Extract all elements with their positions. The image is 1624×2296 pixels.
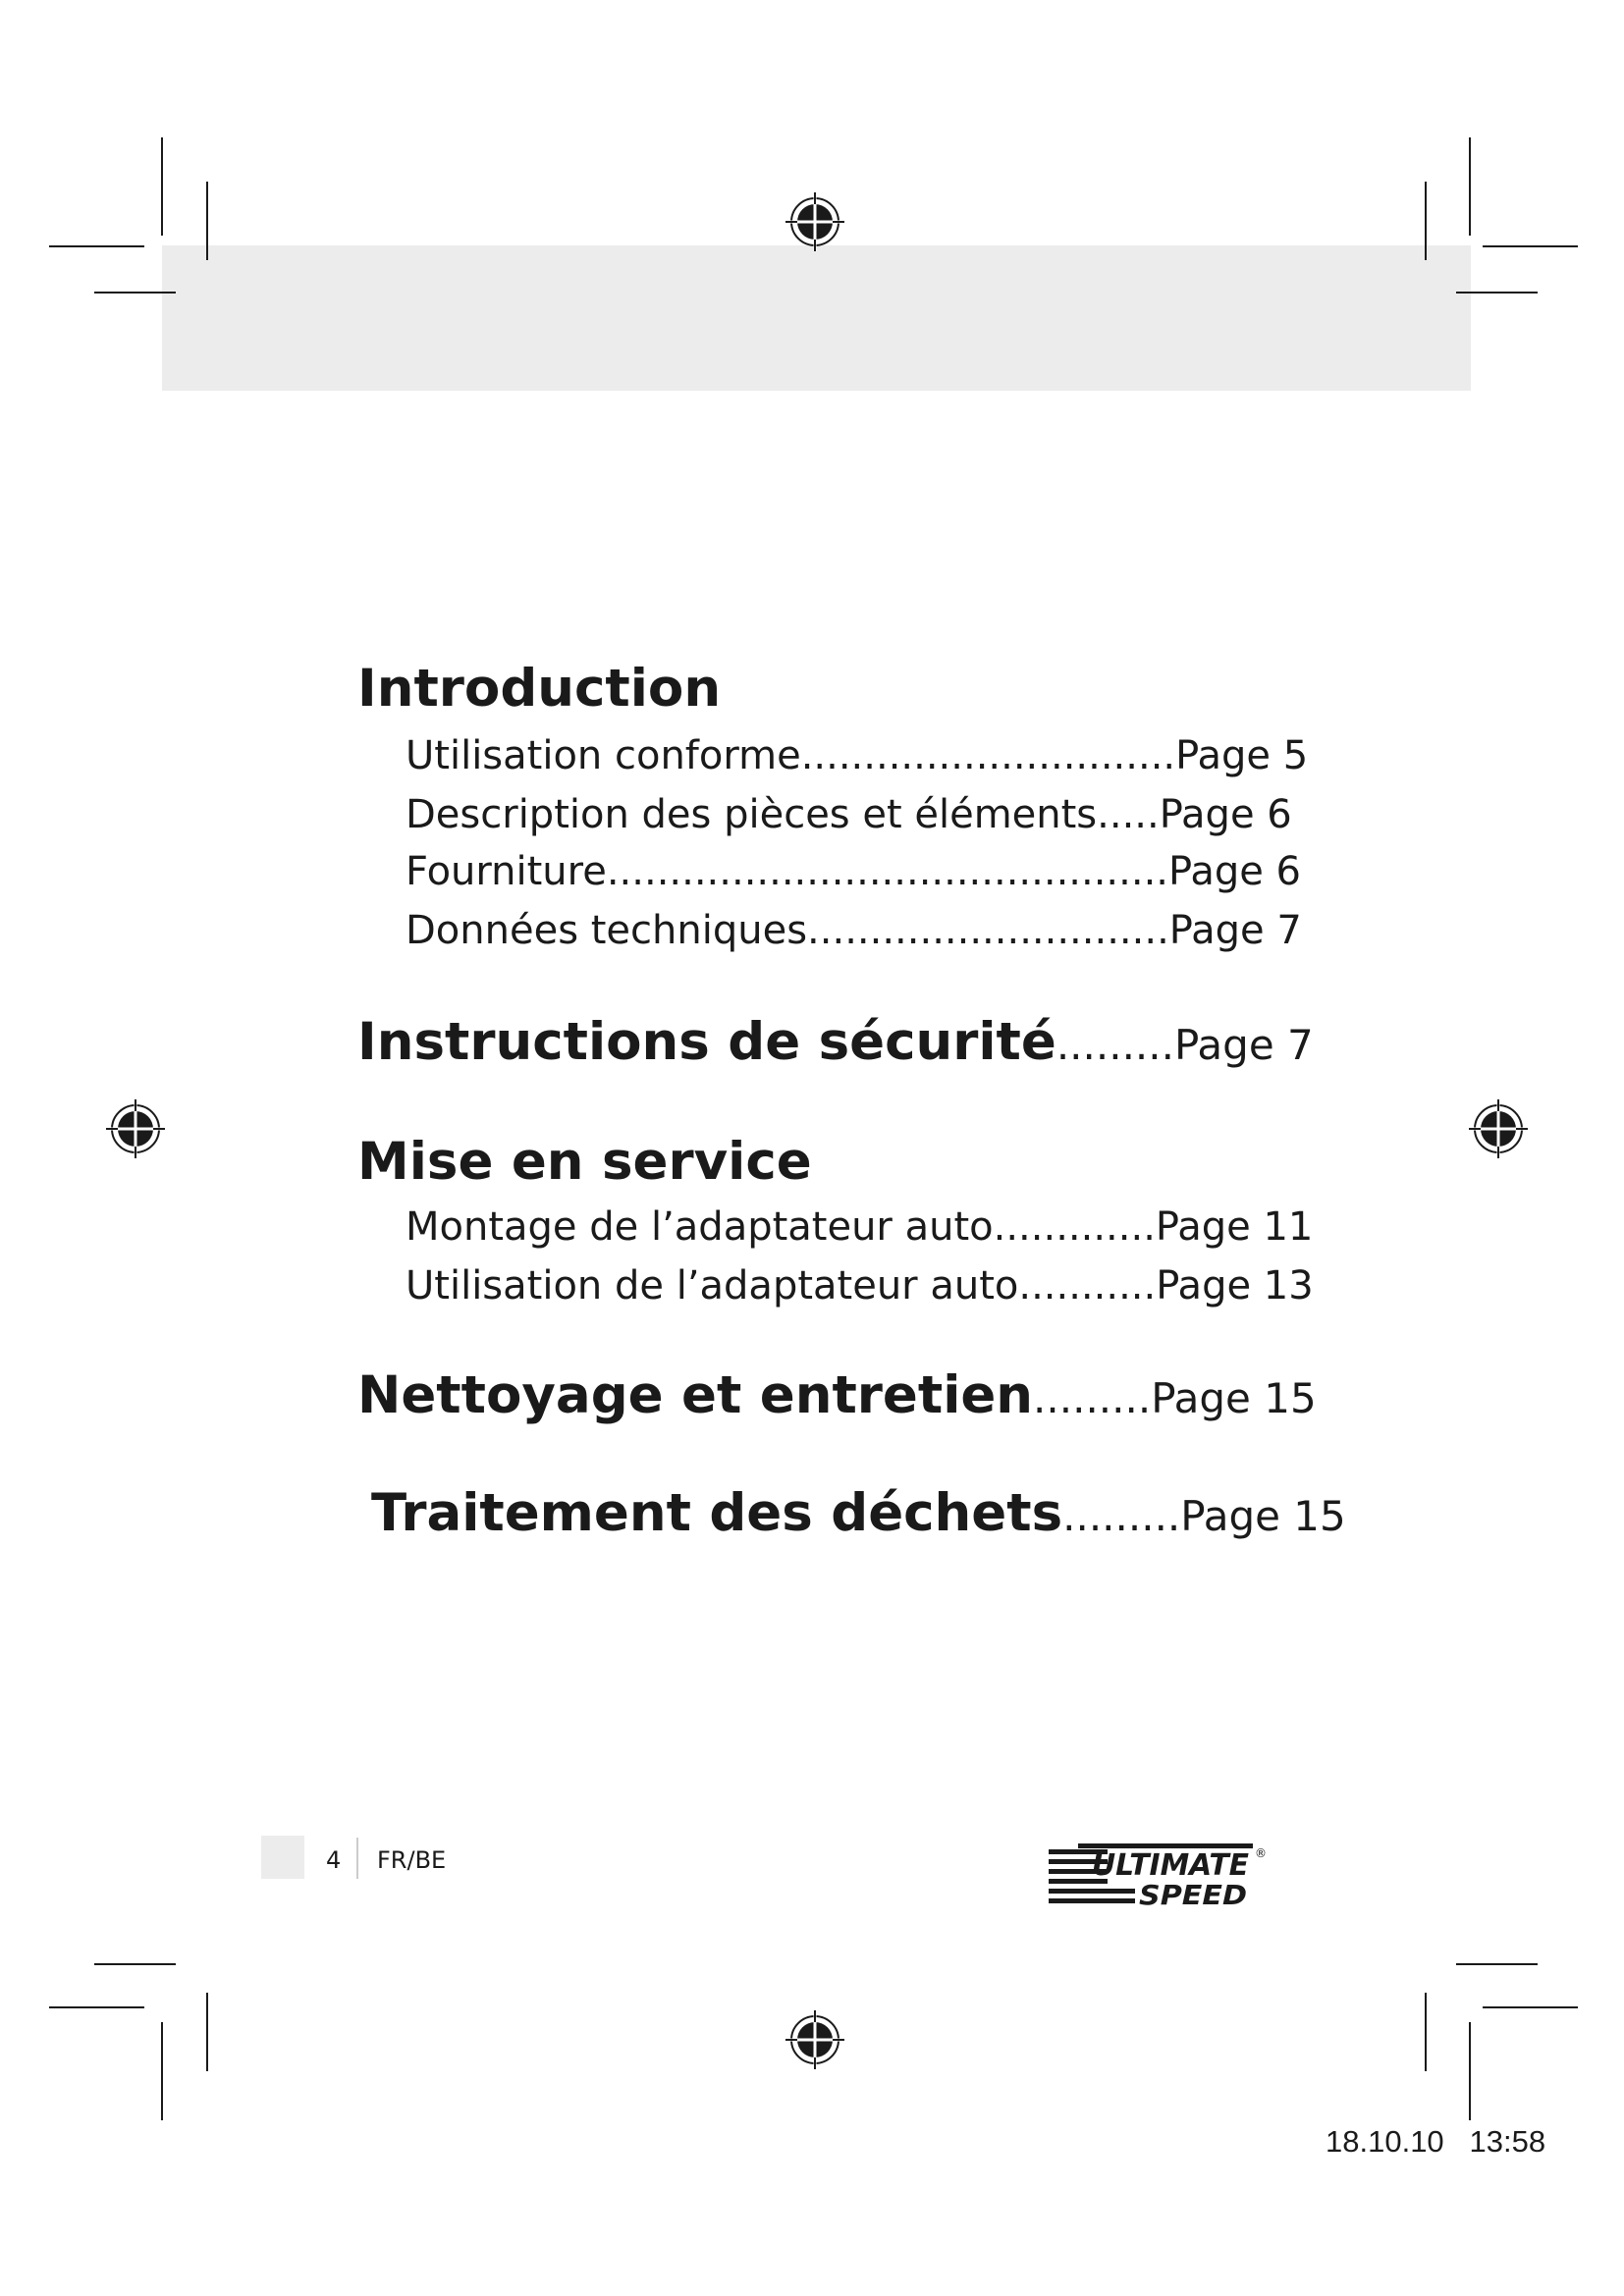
toc-entry-label: Description des pièces et éléments: [406, 792, 1098, 837]
toc-entry-page: Page 7: [1168, 908, 1302, 953]
toc-heading-setup[interactable]: [357, 1131, 812, 1194]
toc-heading-leader: .........: [1056, 1021, 1174, 1069]
toc-entry[interactable]: [406, 1256, 1314, 1315]
toc-entry-leader: ..............................: [800, 733, 1176, 778]
registered-mark: ®: [1255, 1846, 1267, 1860]
toc-heading-title: Instructions de sécurité: [357, 1012, 1056, 1072]
toc-entry-leader: .............................................: [606, 849, 1168, 894]
toc-heading-introduction[interactable]: [357, 658, 721, 721]
logo-text-top: ULTIMATE: [1092, 1848, 1250, 1883]
registration-mark-icon: [1467, 1097, 1530, 1160]
toc-heading-disposal[interactable]: [371, 1482, 1346, 1548]
toc-entry-page: Page 6: [1159, 792, 1292, 837]
language-code: FR/BE: [377, 1846, 447, 1874]
toc-entry[interactable]: [406, 726, 1308, 785]
toc-entry-leader: ...........: [1018, 1263, 1157, 1308]
toc-entry-leader: .....: [1097, 792, 1160, 837]
toc-heading-leader: .........: [1062, 1492, 1181, 1540]
toc-heading-title: Introduction: [357, 659, 722, 719]
toc-heading-title: Traitement des déchets: [371, 1483, 1063, 1543]
toc-entry[interactable]: [406, 901, 1302, 960]
toc-entry-leader: .............................: [807, 908, 1169, 953]
toc-entry[interactable]: [406, 785, 1292, 844]
toc-heading-cleaning[interactable]: [357, 1364, 1317, 1430]
toc-entry-page: Page 11: [1155, 1204, 1314, 1250]
header-band: [162, 245, 1471, 391]
toc-heading-safety[interactable]: [357, 1011, 1314, 1077]
toc-entry[interactable]: [406, 842, 1301, 901]
logo-text-bottom: SPEED: [1139, 1879, 1247, 1910]
toc-heading-title: Nettoyage et entretien: [357, 1365, 1034, 1425]
toc-entry[interactable]: [406, 1198, 1313, 1256]
page-number: 4: [326, 1846, 342, 1874]
toc-entry-leader: .............: [993, 1204, 1156, 1250]
toc-heading-title: Mise en service: [357, 1132, 812, 1192]
toc-entry-label: Utilisation conforme: [406, 733, 801, 778]
footer-divider: [356, 1838, 358, 1879]
toc-entry-page: Page 5: [1175, 733, 1309, 778]
toc-entry-label: Montage de l’adaptateur auto: [406, 1204, 994, 1250]
toc-heading-page: Page 7: [1173, 1021, 1314, 1069]
registration-mark-icon: [104, 1097, 167, 1160]
toc-entry-label: Utilisation de l’adaptateur auto: [406, 1263, 1019, 1308]
toc-entry-page: Page 13: [1156, 1263, 1314, 1308]
toc-entry-page: Page 6: [1168, 849, 1301, 894]
ultimate-speed-logo: [1049, 1842, 1280, 1910]
toc-heading-leader: .........: [1033, 1374, 1152, 1422]
page-tab-marker: [261, 1836, 304, 1879]
toc-entry-label: Données techniques: [406, 908, 808, 953]
print-timestamp: 18.10.10 13:58: [1326, 2124, 1546, 2159]
toc-entry-label: Fourniture: [406, 849, 607, 894]
registration-mark-icon: [784, 2008, 846, 2071]
toc-heading-page: Page 15: [1180, 1492, 1346, 1540]
registration-mark-icon: [784, 190, 846, 253]
toc-heading-page: Page 15: [1151, 1374, 1317, 1422]
